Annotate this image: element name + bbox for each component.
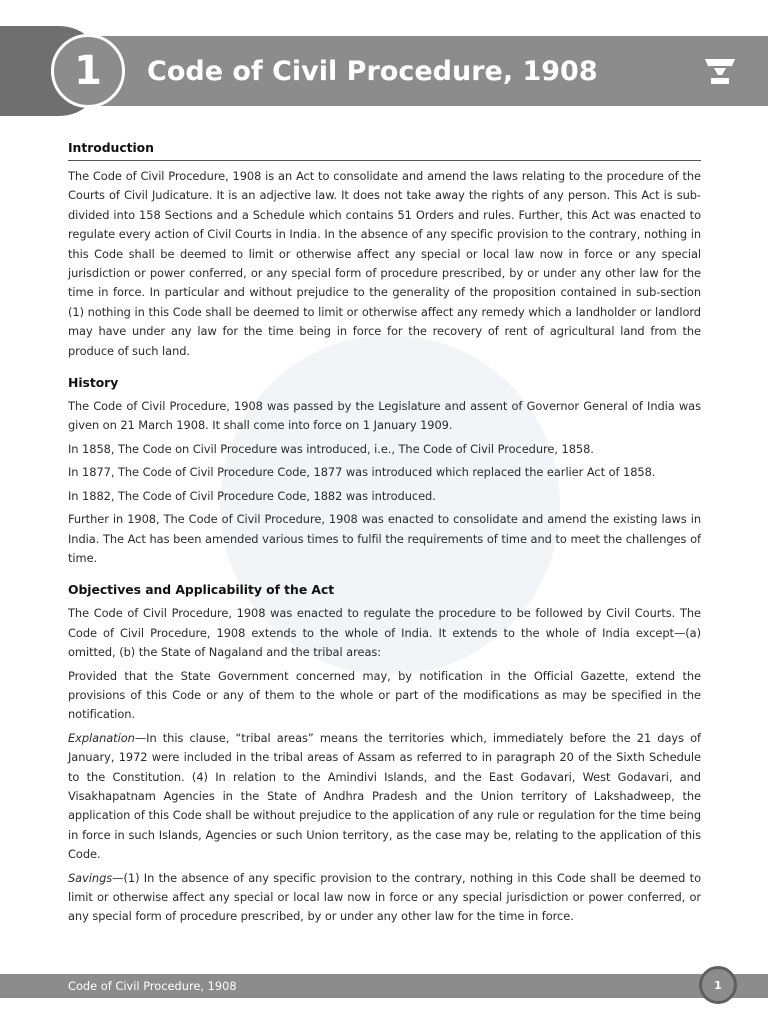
footer-title: Code of Civil Procedure, 1908 (68, 979, 237, 993)
objectives-paragraph-1: The Code of Civil Procedure, 1908 was enacted to regulate the procedure to be followed by Civil Courts. The Code of Civil Procedure, 1908 extends to the whole of India. It extends to the whole of India except—(a) omitted, (b) the State of Nagaland and the tribal areas: (68, 606, 701, 660)
history-paragraph-4: In 1882, The Code of Civil Procedure Code, 1882 was introduced. (68, 488, 436, 503)
history-paragraph-1: The Code of Civil Procedure, 1908 was passed by the Legislature and assent of Governor General of India was given on 21 March 1908. It shall come into force on 1 January 1909. (68, 399, 701, 433)
history-paragraph-2: In 1858, The Code on Civil Procedure was introduced, i.e., The Code of Civil Procedure, 1858. (68, 441, 594, 456)
objectives-paragraph-2: Provided that the State Government concerned may, by notification in the Official Gazette, extend the provisions of this Code or any of them to the whole or part of the modifications as may be specified in the notification. (68, 668, 701, 722)
chapter-number: 1 (51, 34, 125, 108)
savings-paragraph (68, 869, 701, 927)
anvil-logo-icon (705, 59, 735, 85)
explanation-label: Explanation (68, 730, 135, 745)
explanation-paragraph (68, 729, 701, 865)
savings-text: —(1) In the absence of any specific provision to the contrary, nothing in this Code shall be deemed to limit or otherwise affect any special or local law now in force or any special jurisdiction or power conferred, or any special form of procedure prescribed, by or under any other law for the time in force. (68, 870, 701, 924)
page-number: 1 (699, 966, 737, 1004)
explanation-text: —In this clause, “tribal areas” means the territories which, immediately before the 21 days of January, 1972 were included in the tribal areas of Assam as referred to in paragraph 20 of the Sixth Schedule to the Constitution. (4) In relation to the Amindivi Islands, and the East Godavari, West Godavari, and Visakhapatnam Agencies in the State of Andhra Pradesh and the Union territory of Lakshadweep, the application of this Code shall be without prejudice to the application of any rule or regulation for the time being in force in such Islands, Agencies or such Union territory, as the case may be, relating to the application of this Code. (68, 730, 701, 862)
savings-label: Savings (68, 870, 113, 885)
history-paragraph-3: In 1877, The Code of Civil Procedure Code, 1877 was introduced which replaced the earlier Act of 1858. (68, 465, 656, 480)
introduction-heading: Introduction (68, 138, 701, 161)
introduction-paragraph: The Code of Civil Procedure, 1908 is an Act to consolidate and amend the laws relating to the procedure of the Courts of Civil Judicature. It is an adjective law. It does not take away the rights of any person. This Act is sub-divided into 158 Sections and a Schedule which contains 51 Orders and rules. Further, this Act was enacted to regulate every action of Civil Courts in India. In the absence of any specific provision to the contrary, nothing in this Code shall be deemed to limit or otherwise affect any special or local law now in force or any special jurisdiction or power conferred, or any special form of procedure prescribed, by or under any other law for the time in force. In particular and without prejudice to the generality of the proposition contained in sub-section (1) nothing in this Code shall be deemed to limit or otherwise affect any remedy which a landholder or landlord may have under any law for the time being in force for the recovery of rent of agricultural land from the produce of such land. (68, 169, 701, 358)
chapter-title: Code of Civil Procedure, 1908 (147, 56, 598, 87)
document-body (68, 138, 701, 931)
objectives-heading: Objectives and Applicability of the Act (68, 582, 335, 598)
history-paragraph-5: Further in 1908, The Code of Civil Procedure, 1908 was enacted to consolidate and amend the existing laws in India. The Act has been amended various times to fulfil the requirements of time and to meet the challenges of time. (68, 512, 701, 565)
history-heading: History (68, 375, 119, 391)
